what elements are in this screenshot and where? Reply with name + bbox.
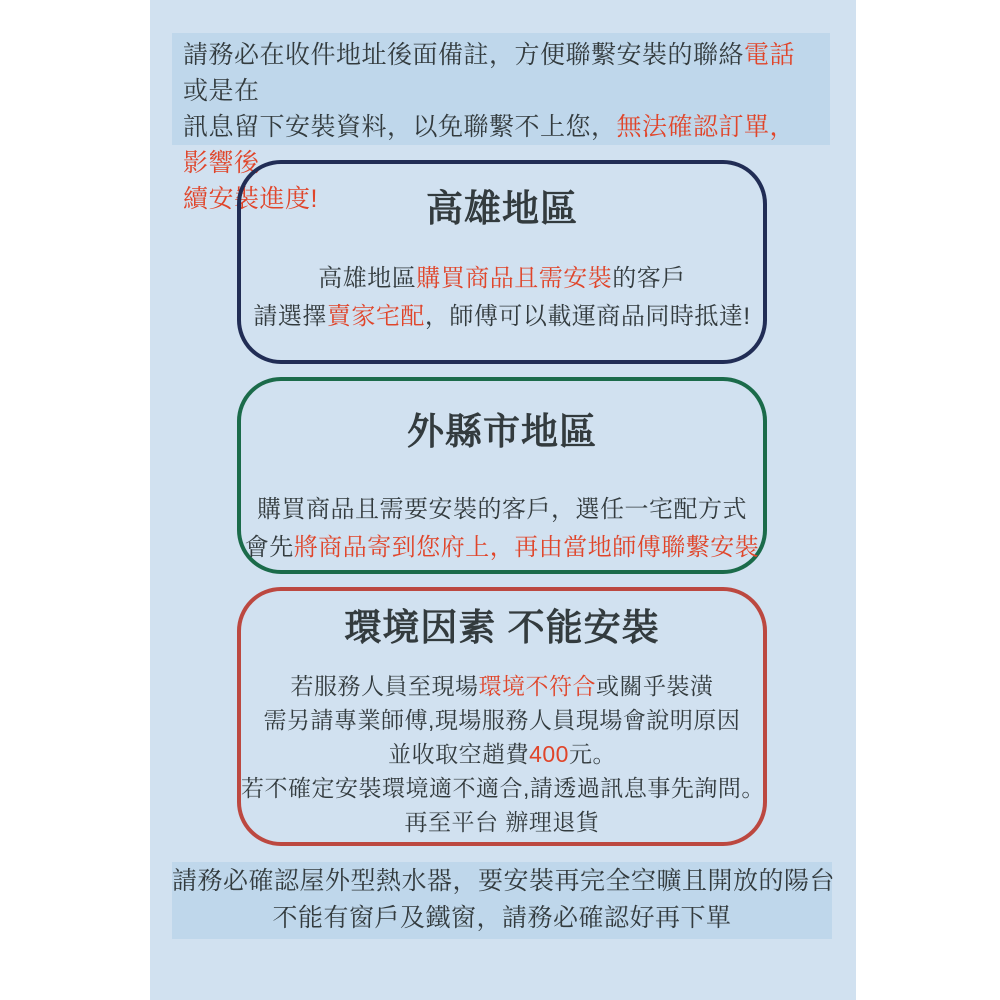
text-run: 若不確定安裝環境適不適合,請透過訊息事先詢問。 — [241, 775, 765, 801]
text-line — [241, 737, 763, 771]
text-run: 元。 — [568, 741, 616, 767]
other-counties-box — [237, 377, 767, 574]
text-line — [172, 863, 836, 900]
text-run: 若服務人員至現場 — [290, 673, 479, 699]
text-line — [241, 703, 763, 737]
highlight-red-text: 無法確認訂單，影響後 — [183, 113, 796, 177]
text-run: 訊息留下安裝資料，以免聯繫不上您， — [183, 113, 617, 141]
environment-restriction-title: 環境因素 不能安裝 — [344, 607, 660, 648]
text-line — [241, 298, 763, 336]
text-run: 高雄地區 — [318, 265, 417, 292]
kaohsiung-region-body — [241, 260, 763, 336]
text-run: 再至平台 辦理退貨 — [404, 809, 600, 835]
highlight-red-text: 將商品寄到您府上，再由當地師傅聯繫安裝 — [293, 534, 760, 561]
highlight-red-text: 400 — [529, 741, 569, 767]
text-run: 不能有窗戶及鐵窗，請務必確認好再下單 — [272, 904, 732, 932]
environment-restriction-body — [241, 669, 763, 839]
highlight-red-text: 賣家宅配 — [326, 303, 425, 330]
text-line — [241, 771, 763, 805]
text-run: 請選擇 — [253, 303, 327, 330]
text-line — [241, 491, 763, 529]
text-run: 會先 — [244, 534, 294, 561]
text-run: 或是在 — [183, 77, 260, 105]
text-line — [241, 260, 763, 298]
text-run: 並收取空趙費 — [388, 741, 530, 767]
kaohsiung-region-box — [237, 160, 767, 364]
highlight-red-text: 續安裝進度! — [183, 185, 318, 213]
text-line — [241, 529, 763, 567]
text-run: ，師傅可以載運商品同時抵達! — [424, 303, 751, 330]
info-panel — [150, 0, 856, 1000]
text-run: 請務必在收件地址後面備註，方便聯繫安裝的聯絡 — [183, 41, 745, 69]
other-counties-title: 外縣市地區 — [407, 411, 597, 452]
text-run: 的客戶 — [612, 265, 686, 292]
text-run: 購買商品且需要安裝的客戶，選任一宅配方式 — [257, 496, 747, 523]
text-line — [241, 669, 763, 703]
text-run: 請務必確認屋外型熱水器，要安裝再完全空曠且開放的陽台 — [172, 867, 836, 895]
highlight-red-text: 環境不符合 — [478, 673, 596, 699]
text-line — [241, 805, 763, 839]
text-run: 或關乎裝潢 — [596, 673, 714, 699]
kaohsiung-region-title: 高雄地區 — [426, 188, 578, 229]
highlight-red-text: 電話 — [744, 41, 796, 69]
highlight-red-text: 購買商品且需安裝 — [416, 265, 613, 292]
environment-restriction-box — [237, 587, 767, 846]
bottom-notice — [172, 862, 836, 939]
text-line — [183, 37, 819, 109]
text-run: 需另請專業師傅,現場服務人員現場會說明原因 — [263, 707, 741, 733]
text-line — [172, 900, 832, 937]
other-counties-body — [241, 491, 763, 567]
